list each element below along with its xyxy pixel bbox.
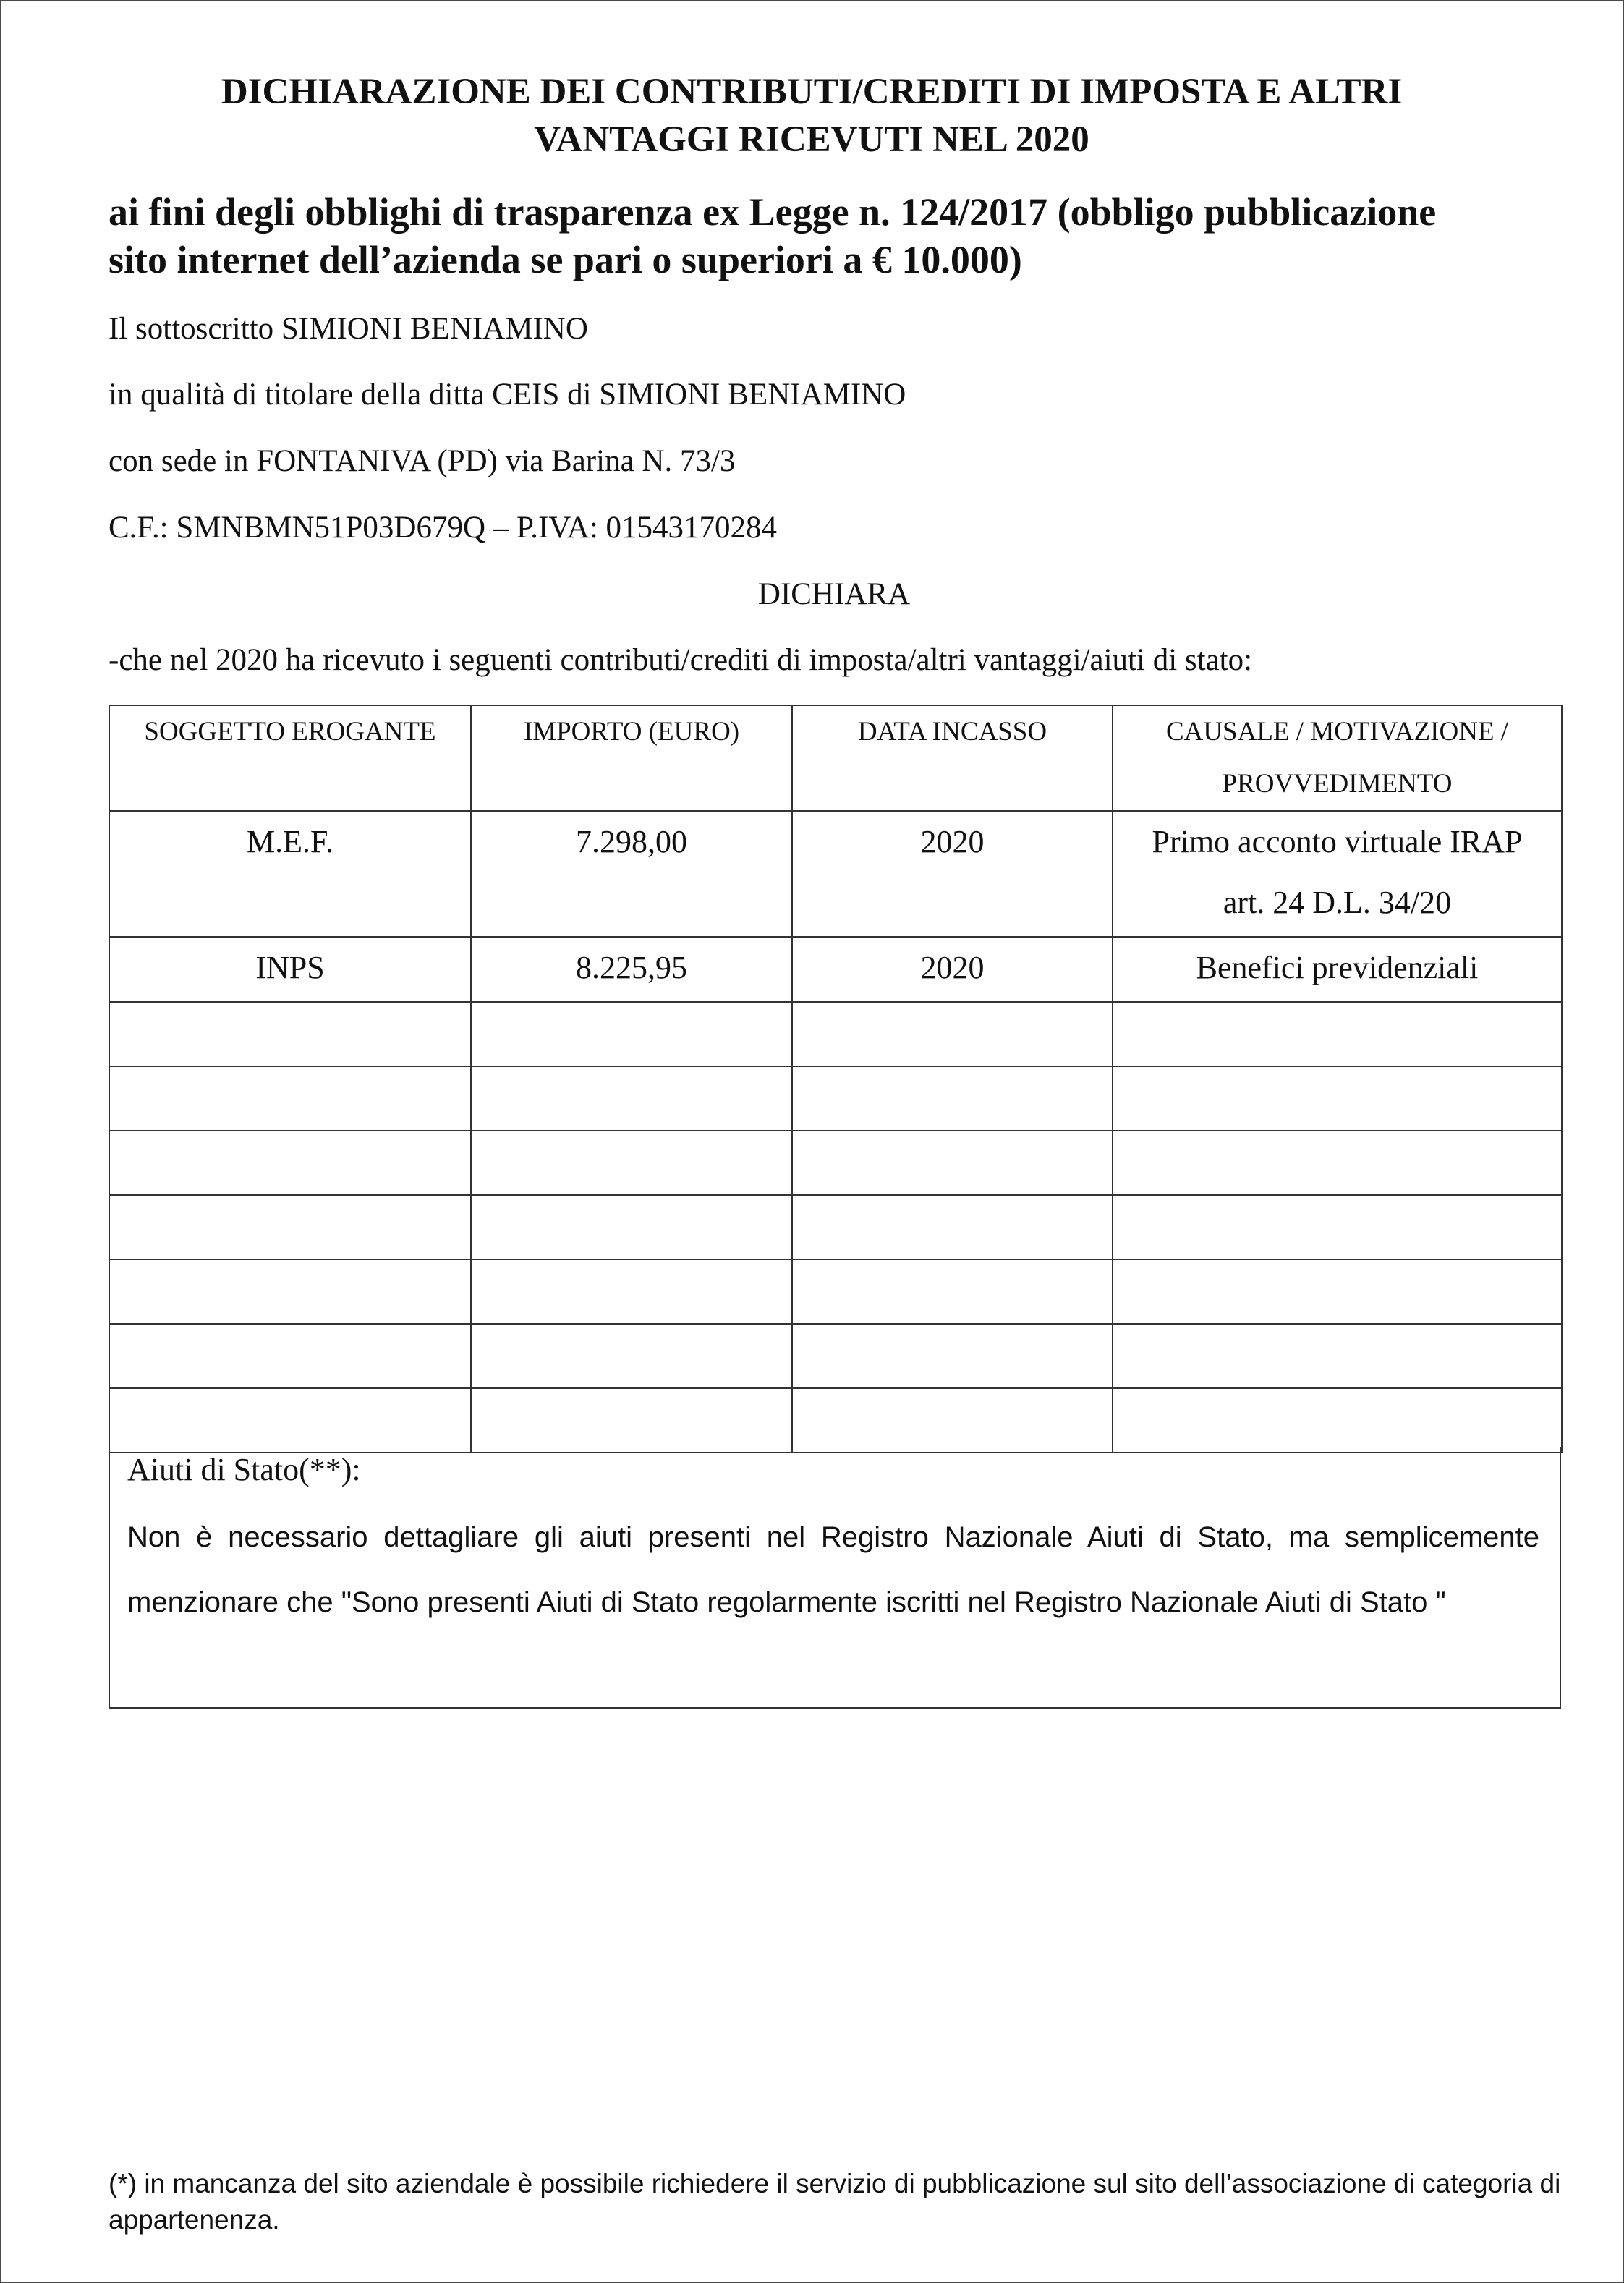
declaration-heading: DICHIARA: [757, 577, 911, 611]
cell-causale-text: Primo acconto virtuale IRAP art. 24 D.L. 34/20: [1152, 824, 1523, 920]
cell-importo: 8.225,95: [471, 937, 792, 1002]
cell-importo: [471, 1195, 792, 1259]
cell-data: [792, 1388, 1113, 1453]
header-data-incasso: DATA INCASSO: [792, 705, 1113, 811]
table-row-empty: [109, 1066, 1562, 1131]
header-importo: IMPORTO (EURO): [471, 705, 792, 811]
cell-causale: [1113, 1388, 1562, 1453]
cell-importo: [471, 1131, 792, 1195]
grants-table: [109, 705, 1563, 1453]
table-row-empty: [109, 1259, 1562, 1324]
aiuti-di-stato-box: [109, 1447, 1561, 1709]
table-row: [109, 811, 1562, 937]
cell-importo: [471, 1066, 792, 1131]
document-title: [103, 68, 1521, 163]
cell-importo: 7.298,00: [471, 811, 792, 937]
cell-importo: [471, 1388, 792, 1453]
footnote: (*) in mancanza del sito aziendale è possibile richiedere il servizio di pubblicazione sul sito dell’associazione di categoria di appartenenza.: [109, 2169, 1561, 2235]
declarant-address: con sede in FONTANIVA (PD) via Barina N. 73/3: [109, 444, 736, 478]
declarant-name: Il sottoscritto SIMIONI BENIAMINO: [109, 312, 588, 346]
cell-soggetto: [109, 1066, 471, 1131]
table-row-empty: [109, 1002, 1562, 1066]
cell-soggetto: [109, 1131, 471, 1195]
cell-causale: [1113, 1002, 1562, 1066]
subtitle-line-1: ai fini degli obblighi di trasparenza ex Legge n. 124/2017 (obbligo pubblicazione: [109, 190, 1437, 234]
table-header-row: [109, 705, 1562, 811]
cell-soggetto: M.E.F.: [109, 811, 471, 937]
cell-soggetto: INPS: [109, 937, 471, 1002]
title-line-1: DICHIARAZIONE DEI CONTRIBUTI/CREDITI DI IMPOSTA E ALTRI: [221, 72, 1403, 112]
cell-soggetto: [109, 1002, 471, 1066]
cell-data: 2020: [792, 937, 1113, 1002]
cell-data: [792, 1131, 1113, 1195]
cell-data: [792, 1259, 1113, 1324]
cell-causale: [1113, 1195, 1562, 1259]
document-subtitle: [109, 188, 1570, 284]
cell-data: [792, 1324, 1113, 1388]
aiuti-di-stato-title: Aiuti di Stato(**):: [127, 1452, 361, 1487]
cell-soggetto: [109, 1259, 471, 1324]
cell-causale: [1113, 1324, 1562, 1388]
table-row-empty: [109, 1195, 1562, 1259]
subtitle-line-2: sito internet dell’azienda se pari o superiori a € 10.000): [109, 238, 1022, 281]
cell-data: 2020: [792, 811, 1113, 937]
cell-data: [792, 1066, 1113, 1131]
cell-soggetto: [109, 1324, 471, 1388]
header-causale-label: CAUSALE / MOTIVAZIONE / PROVVEDIMENTO: [1165, 717, 1509, 799]
cell-causale: Benefici previdenziali: [1113, 937, 1562, 1002]
aiuti-di-stato-text: Non è necessario dettagliare gli aiuti presenti nel Registro Nazionale Aiuti di Stato, ma semplicemente menzionare che "Sono presenti Aiuti di Stato regolarmente iscritti nel Registro Nazionale Aiuti di Stato ": [127, 1521, 1539, 1618]
cell-soggetto: [109, 1388, 471, 1453]
declarant-role: in qualità di titolare della ditta CEIS di SIMIONI BENIAMINO: [109, 378, 906, 412]
cell-soggetto: [109, 1195, 471, 1259]
table-row-empty: [109, 1388, 1562, 1453]
cell-importo: [471, 1259, 792, 1324]
cell-causale: [1113, 1066, 1562, 1131]
cell-importo: [471, 1324, 792, 1388]
cell-importo: [471, 1002, 792, 1066]
title-line-2: VANTAGGI RICEVUTI NEL 2020: [534, 119, 1089, 160]
cell-data: [792, 1002, 1113, 1066]
cell-causale: [1113, 811, 1562, 937]
cell-data: [792, 1195, 1113, 1259]
cell-causale: [1113, 1259, 1562, 1324]
declarant-tax-codes: C.F.: SMNBMN51P03D679Q – P.IVA: 01543170284: [109, 511, 778, 545]
table-row: [109, 937, 1562, 1002]
cell-causale: [1113, 1131, 1562, 1195]
declaration-intro: -che nel 2020 ha ricevuto i seguenti contributi/crediti di imposta/altri vantaggi/aiuti di stato:: [109, 643, 1253, 677]
table-row-empty: [109, 1131, 1562, 1195]
table-row-empty: [109, 1324, 1562, 1388]
header-causale: [1113, 705, 1562, 811]
header-soggetto-erogante: SOGGETTO EROGANTE: [109, 705, 471, 811]
